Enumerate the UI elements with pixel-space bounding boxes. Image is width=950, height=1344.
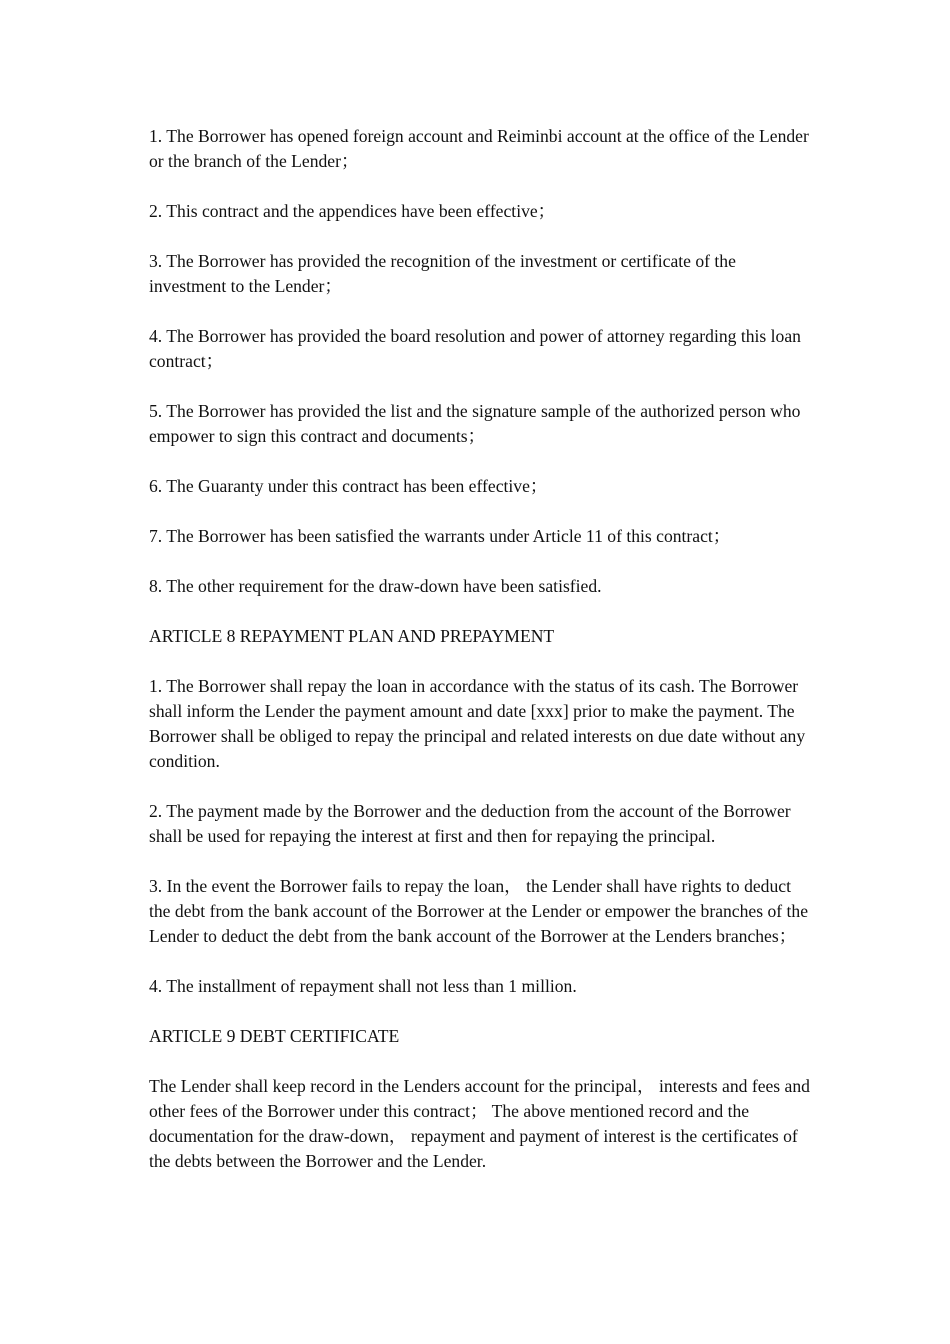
article-8-heading: ARTICLE 8 REPAYMENT PLAN AND PREPAYMENT (149, 626, 555, 646)
article-9-body: The Lender shall keep record in the Lenders account for the principal， interests and fees and other fees of the Borrower under this contract； The above mentioned record and the documentation for the draw-down， repayment and payment of interest is the certificates of the debts between the Borrower and the Lender. (149, 1076, 810, 1171)
document-body (149, 124, 811, 1199)
article-8-clause-3: 3. In the event the Borrower fails to repay the loan， the Lender shall have rights to deduct the debt from the bank account of the Borrower at the Lender or empower the branches of the Lender to deduct the debt from the bank account of the Borrower at the Lenders branches； (149, 876, 809, 946)
article-9-heading: ARTICLE 9 DEBT CERTIFICATE (149, 1026, 400, 1046)
condition-1-paragraph: 1. The Borrower has opened foreign account and Reiminbi account at the office of the Lender or the branch of the Lender； (149, 126, 809, 171)
condition-7-paragraph: 7. The Borrower has been satisfied the warrants under Article 11 of this contract； (149, 526, 731, 546)
condition-5-paragraph: 5. The Borrower has provided the list and the signature sample of the authorized person who empower to sign this contract and documents； (149, 401, 801, 446)
article-8-clause-4: 4. The installment of repayment shall not less than 1 million. (149, 976, 577, 996)
condition-3-paragraph: 3. The Borrower has provided the recognition of the investment or certificate of the investment to the Lender； (149, 251, 736, 296)
article-8-clause-1: 1. The Borrower shall repay the loan in accordance with the status of its cash. The Borrower shall inform the Lender the payment amount and date [xxx] prior to make the payment. The Borrower shall be obliged to repay the principal and related interests on due date without any condition. (149, 676, 806, 771)
condition-2-paragraph: 2. This contract and the appendices have been effective； (149, 201, 556, 221)
condition-6-paragraph: 6. The Guaranty under this contract has been effective； (149, 476, 548, 496)
condition-4-paragraph: 4. The Borrower has provided the board resolution and power of attorney regarding this loan contract； (149, 326, 801, 371)
condition-8-paragraph: 8. The other requirement for the draw-down have been satisfied. (149, 576, 602, 596)
article-8-clause-2: 2. The payment made by the Borrower and the deduction from the account of the Borrower shall be used for repaying the interest at first and then for repaying the principal. (149, 801, 791, 846)
